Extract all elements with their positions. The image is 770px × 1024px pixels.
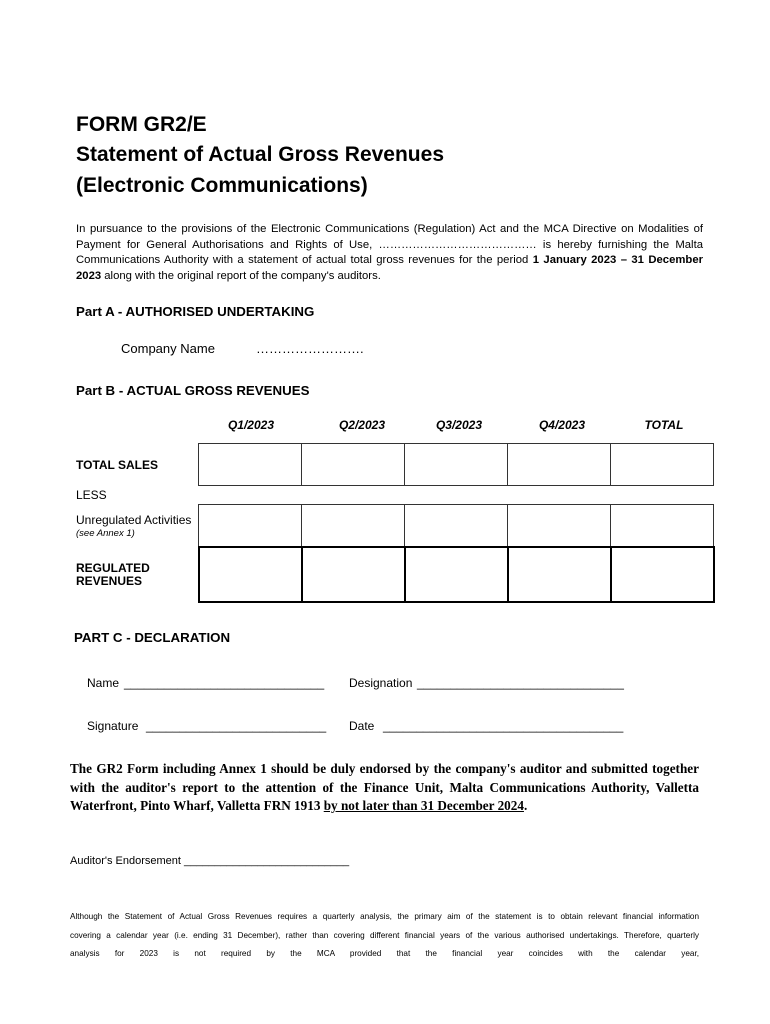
unregulated-row xyxy=(198,504,714,547)
notice-end: . xyxy=(523,798,528,813)
column-header-q1: Q1/2023 xyxy=(227,418,275,432)
regulated-revenues-row xyxy=(198,546,715,603)
signature-label: Signature xyxy=(87,719,139,733)
regulated-q3-cell[interactable] xyxy=(405,547,508,602)
intro-paragraph xyxy=(76,222,703,284)
column-header-total: TOTAL xyxy=(644,418,684,432)
designation-label: Designation xyxy=(349,676,413,690)
total-sales-label: TOTAL SALES xyxy=(76,458,159,472)
date-field[interactable]: ____________________________________ xyxy=(383,719,624,733)
part-a-heading: Part A - AUTHORISED UNDERTAKING xyxy=(76,304,315,319)
unregulated-q2-cell[interactable] xyxy=(302,505,405,547)
designation-field[interactable]: _______________________________ xyxy=(417,676,624,690)
footnote-line-1: Although the Statement of Actual Gross Revenues requires a quarterly analysis, the primary aim of the statement is to obtain relevant financial information xyxy=(70,912,699,921)
endorsement-label: Auditor's Endorsement xyxy=(70,855,181,867)
regulated-q4-cell[interactable] xyxy=(508,547,611,602)
regulated-q2-cell[interactable] xyxy=(302,547,405,602)
endorsement-field[interactable]: ___________________________ xyxy=(184,855,350,867)
submission-notice xyxy=(70,760,699,816)
regulated-revenues-label-2: REVENUES xyxy=(76,574,143,588)
regulated-q1-cell[interactable] xyxy=(199,547,302,602)
notice-deadline: by not later than 31 December 2024 xyxy=(323,798,524,813)
unregulated-q1-cell[interactable] xyxy=(199,505,302,547)
name-field[interactable]: ______________________________ xyxy=(124,676,325,690)
unregulated-q4-cell[interactable] xyxy=(508,505,611,547)
auditor-endorsement xyxy=(70,855,349,867)
form-code: FORM GR2/E xyxy=(76,113,207,136)
column-header-q2: Q2/2023 xyxy=(338,418,386,432)
unregulated-total-cell[interactable] xyxy=(611,505,714,547)
part-b-heading: Part B - ACTUAL GROSS REVENUES xyxy=(76,383,310,398)
intro-text-end: along with the original report of the company's auditors. xyxy=(101,269,381,282)
footnote-line-2: covering a calendar year (i.e. ending 31 December), rather than covering different financial years of the various authorised undertakings. Therefore, quarterly xyxy=(70,931,699,940)
intro-text: In pursuance to the provisions of the Electronic Communications (Regulation) Act and the MCA Directive on Modalities of Payment for General Authorisations and Rights of Use, …………………………………… is hereby furnishing the Malta Communications Authority with a statement of actual total gross revenues for the period xyxy=(76,223,703,267)
part-c-heading: PART C - DECLARATION xyxy=(74,630,231,645)
unregulated-q3-cell[interactable] xyxy=(405,505,508,547)
total-sales-q1-cell[interactable] xyxy=(199,444,302,486)
company-name-label: Company Name xyxy=(121,341,215,356)
page-title: Statement of Actual Gross Revenues xyxy=(76,143,444,166)
total-sales-q4-cell[interactable] xyxy=(508,444,611,486)
regulated-total-cell[interactable] xyxy=(611,547,714,602)
total-sales-row xyxy=(198,443,714,486)
footnote-line-3: analysis for 2023 is not required by the MCA provided that the financial year coincides with the calendar year, xyxy=(70,949,699,958)
total-sales-q2-cell[interactable] xyxy=(302,444,405,486)
column-header-q3: Q3/2023 xyxy=(435,418,483,432)
total-sales-total-cell[interactable] xyxy=(611,444,714,486)
notice-text: The GR2 Form including Annex 1 should be duly endorsed by the company's auditor and submitted together with the auditor's report to the attention of the Finance Unit, Malta Communications Authority, Valletta Waterfront, Pinto Wharf, Valletta FRN 1913 xyxy=(70,761,699,813)
name-label: Name xyxy=(87,676,120,690)
company-name-field[interactable]: ……………………. xyxy=(256,341,364,356)
signature-field[interactable]: ___________________________ xyxy=(146,719,327,733)
regulated-revenues-label: REGULATED xyxy=(76,561,150,575)
column-header-q4: Q4/2023 xyxy=(538,418,586,432)
page-subtitle: (Electronic Communications) xyxy=(76,174,368,197)
intro-period: 1 January 2023 – 31 December 2023 xyxy=(76,254,703,282)
total-sales-q3-cell[interactable] xyxy=(405,444,508,486)
annex-note: (see Annex 1) xyxy=(76,528,135,539)
date-label: Date xyxy=(349,719,375,733)
less-label: LESS xyxy=(76,488,107,502)
unregulated-activities-label: Unregulated Activities xyxy=(76,513,192,527)
